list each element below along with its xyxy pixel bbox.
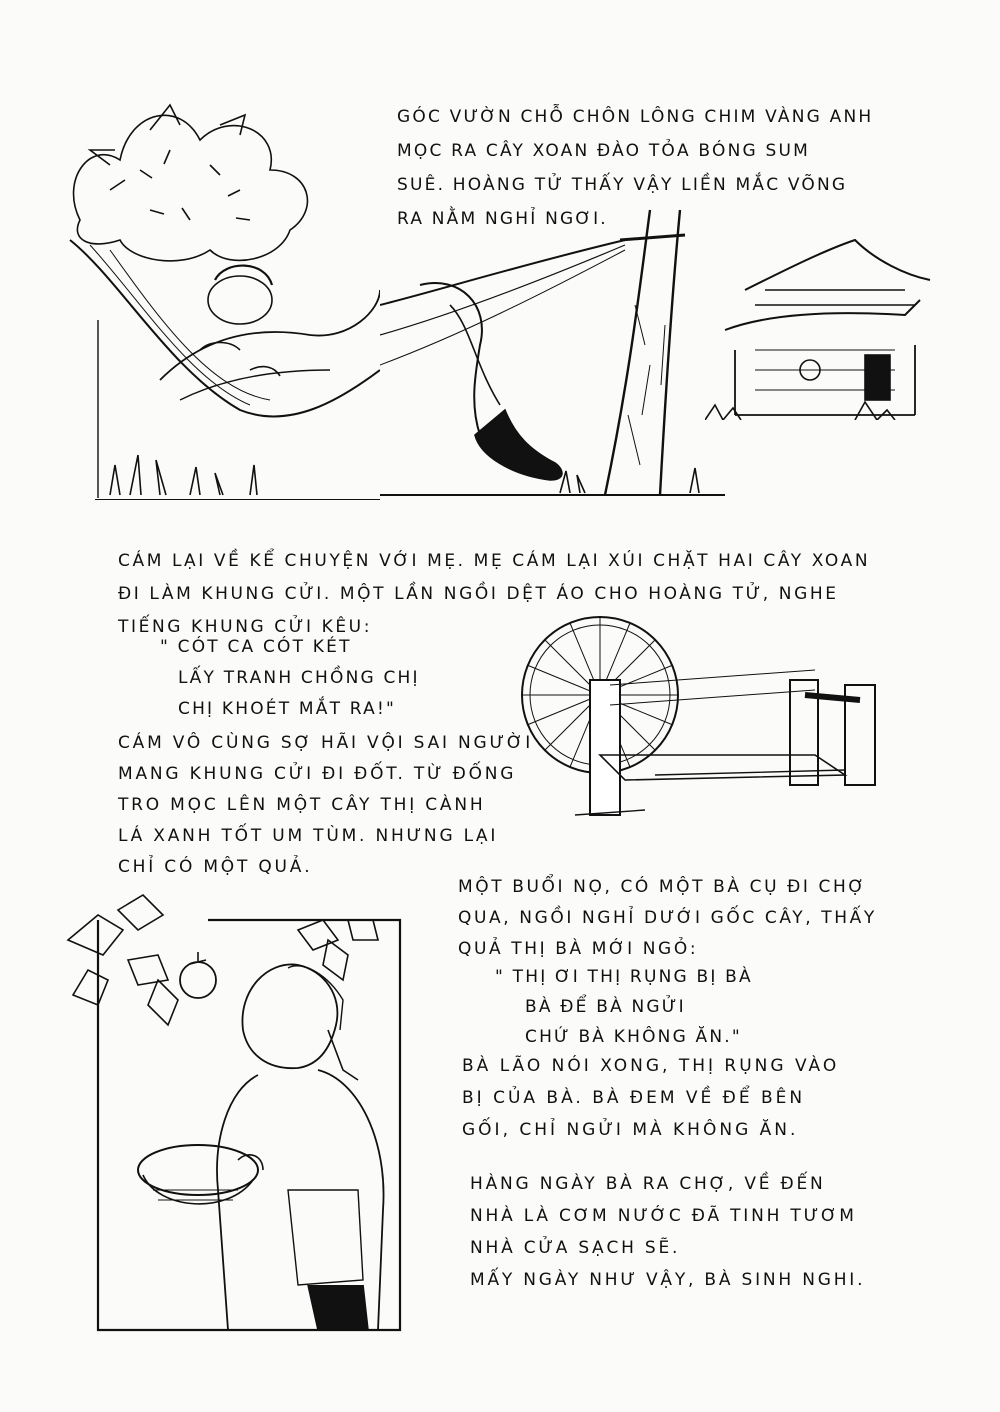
tree-and-boot-illustration (380, 195, 725, 500)
text-line: NHÀ LÀ CƠM NƯỚC ĐÃ TINH TƯƠM (470, 1206, 857, 1226)
loom-illustration (515, 605, 885, 830)
text-line: LÁ XANH TỐT UM TÙM. NHƯNG LẠI (118, 826, 499, 846)
narration-block-1 (397, 100, 873, 236)
text-line: CHỨ BÀ KHÔNG ĂN." (525, 1027, 742, 1047)
text-line: MỘT BUỔI NỌ, CÓ MỘT BÀ CỤ ĐI CHỢ (458, 877, 867, 897)
text-line: BÀ LÃO NÓI XONG, THỊ RỤNG VÀO (462, 1056, 840, 1076)
text-line: GÓC VƯỜN CHỖ CHÔN LÔNG CHIM VÀNG ANH (397, 107, 874, 127)
old-woman-illustration (58, 890, 408, 1340)
text-line: ĐI LÀM KHUNG CỬI. MỘT LẦN NGỒI DỆT ÁO CHO HOÀNG TỬ, NGHE (118, 584, 839, 604)
text-line: MẤY NGÀY NHƯ VẬY, BÀ SINH NGHI. (470, 1270, 866, 1290)
hammock-illustration (50, 70, 380, 500)
text-line: CÁM VÔ CÙNG SỢ HÃI VỘI SAI NGƯỜI (118, 733, 534, 753)
text-line: CÁM LẠI VỀ KỂ CHUYỆN VỚI MẸ. MẸ CÁM LẠI XÚI CHẶT HAI CÂY XOAN (118, 551, 871, 571)
narration-block-4 (458, 872, 877, 965)
text-line: MỌC RA CÂY XOAN ĐÀO TỎA BÓNG SUM (397, 141, 810, 161)
text-line: QUA, NGỒI NGHỈ DƯỚI GỐC CÂY, THẤY (458, 908, 877, 928)
text-line: RA NẰM NGHỈ NGƠI. (397, 209, 608, 229)
text-line: TIẾNG KHUNG CỬI KÊU: (118, 617, 373, 637)
verse-loom (160, 632, 420, 725)
text-line: BỊ CỦA BÀ. BÀ ĐEM VỀ ĐỂ BÊN (462, 1088, 806, 1108)
narration-block-3 (118, 728, 533, 883)
narration-block-5 (462, 1050, 839, 1146)
temple-illustration (705, 230, 935, 420)
xoan-tree-icon (50, 70, 380, 500)
text-line: BÀ ĐỂ BÀ NGỬI (525, 997, 686, 1017)
text-line: " THỊ ƠI THỊ RỤNG BỊ BÀ (495, 967, 753, 987)
verse-persimmon (495, 962, 753, 1052)
text-line: " CÓT CA CÓT KÉT (160, 637, 352, 657)
text-line: LẤY TRANH CHỒNG CHỊ (178, 668, 420, 688)
narration-block-6 (470, 1168, 865, 1296)
text-line: CHỊ KHOÉT MẮT RA!" (178, 699, 396, 719)
text-line: SUÊ. HOÀNG TỬ THẤY VẬY LIỀN MẮC VÕNG (397, 175, 848, 195)
text-line: QUẢ THỊ BÀ MỚI NGỎ: (458, 939, 699, 959)
text-line: CHỈ CÓ MỘT QUẢ. (118, 857, 313, 877)
text-line: NHÀ CỬA SẠCH SẼ. (470, 1238, 681, 1258)
text-line: MANG KHUNG CỬI ĐI ĐỐT. TỪ ĐỐNG (118, 764, 517, 784)
text-line: TRO MỌC LÊN MỘT CÂY THỊ CÀNH (118, 795, 486, 815)
text-line: HÀNG NGÀY BÀ RA CHỢ, VỀ ĐẾN (470, 1174, 826, 1194)
text-line: GỐI, CHỈ NGỬI MÀ KHÔNG ĂN. (462, 1120, 799, 1140)
